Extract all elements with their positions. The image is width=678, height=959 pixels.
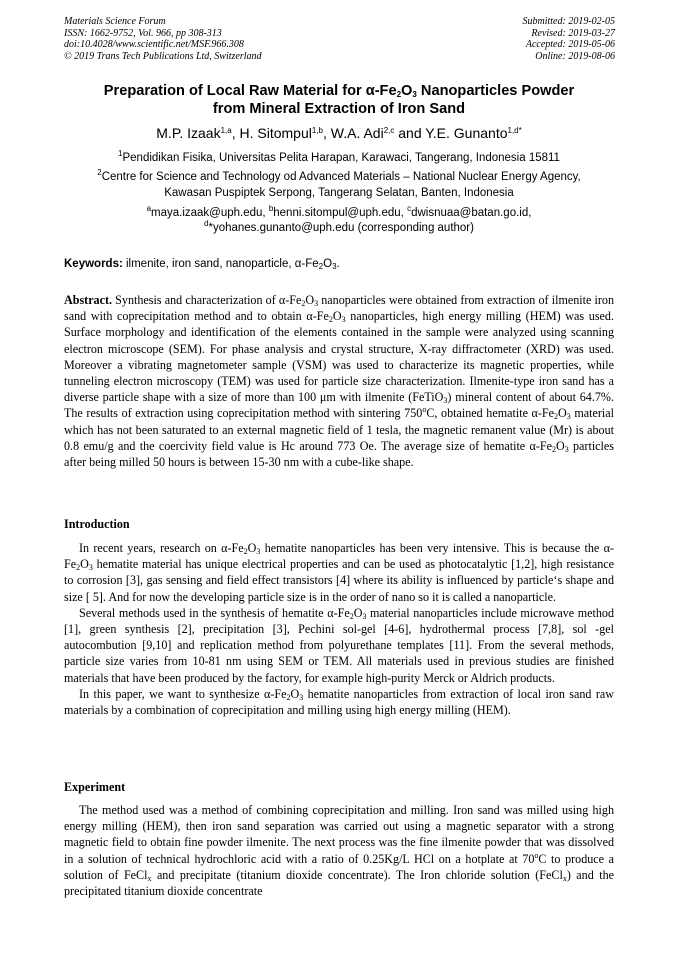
experiment-body bbox=[64, 802, 614, 899]
date-accepted: Accepted: 2019-05-06 bbox=[525, 39, 615, 50]
paragraph: In recent years, research on $\alpha-Fe_2O_3$ hematite nanoparticles has been very intensive. This is because the $\alpha-Fe_2O_3$ hematite material has unique electrical properties and can be used as photocatalytic [1,2], high resistance to corrosion [3], gas sensing and field effect transistors [4] where its ability is influenced by particle‘s shape and size [ 5]. And for now the developing particle size is in the order of nano so it is called a nanoparticle. bbox=[64, 541, 614, 604]
email-link[interactable]: dwisnuaa@batan.go.id, bbox=[411, 207, 532, 219]
affiliation-2: $^2$Centre for Science and Technology od Advanced Materials – National Nuclear Energy Agency, Kawasan Puspiptek Serpong, Tangerang Selatan, Banten, Indonesia bbox=[97, 168, 581, 199]
title-line-1: Preparation of Local Raw Material for $\alpha-Fe_2O_3$ Nanoparticles Powder bbox=[103, 83, 575, 99]
journal-copyright: © 2019 Trans Tech Publications Ltd, Switzerland bbox=[64, 50, 262, 62]
author: W.A. Adi bbox=[330, 125, 384, 141]
journal-info bbox=[64, 16, 262, 62]
author-emails: $^a$maya.izaak@uph.edu, $^b$henni.sitompul@uph.edu, $^c$dwisnuaa@batan.go.id, $^d$*yohanes.gunanto@uph.edu (corresponding author) bbox=[146, 204, 532, 234]
paragraph: Several methods used in the synthesis of hematite $\alpha-Fe_2O_3$ material nanoparticles include microwave method [1], green synthesis [2], precipitation [3], Pechini sol-gel [4-6], hydrothermal process [7,8], sol -gel autocombution [9,10] and replication method from polyurethane templates [11]. From the several methods, particle size varies from 10-81 nm using SEM or TEM. All materials used in previous studies are finished materials that have been produced by the factory, for example high-purity Merck or Aldrich products. bbox=[64, 605, 614, 685]
email-link[interactable]: maya.izaak@uph.edu, bbox=[151, 207, 269, 219]
paragraph: The method used was a method of combining coprecipitation and milling. Iron sand was milled using high energy milling (HEM), then iron sand separation was carried out using a magnetic separator with a strong magnetic field to obtain fine powder ilmenite. The next process was the fine ilmenite powder that was dissolved in a solution of technical hydrochloric acid with a ratio of 0.25Kg/L HCl on a hotplate at 70$^o$C to produce a solution of FeCl$_x$ and precipitate (titanium dioxide concentrate). The Iron chloride solution (FeCl$_x$) and the precipitated titanium dioxide concentrate bbox=[64, 803, 614, 899]
date-revised: Revised: 2019-03-27 bbox=[531, 27, 615, 39]
date-online: Online: 2019-08-06 bbox=[535, 50, 615, 62]
email-link[interactable]: *yohanes.gunanto@uph.edu (corresponding author) bbox=[208, 222, 474, 234]
date-submitted: Submitted: 2019-02-05 bbox=[522, 16, 615, 27]
author: H. Sitompul bbox=[239, 125, 312, 141]
publication-dates bbox=[523, 16, 616, 62]
author: M.P. Izaak bbox=[156, 125, 221, 141]
journal-name: Materials Science Forum bbox=[64, 16, 166, 27]
affiliation-1: $^1$Pendidikan Fisika, Universitas Pelita Harapan, Karawaci, Tangerang, Indonesia 15811 bbox=[118, 149, 560, 164]
email-link[interactable]: henni.sitompul@uph.edu, bbox=[273, 207, 408, 219]
section-heading-introduction: Introduction bbox=[64, 517, 130, 531]
abstract-label: Abstract. bbox=[64, 293, 113, 307]
title-line-2: from Mineral Extraction of Iron Sand bbox=[212, 101, 466, 117]
abstract: Abstract. Synthesis and characterization of $\alpha-Fe_2O_3$ nanoparticles were obtained from extraction of ilmenite iron sand with coprecipitation method and to obtain $\alpha-Fe_2O_3$ nanoparticles, high energy milling (HEM) was used. Surface morphology and identification of the elements contained in the sample were analyzed using scanning electron microscope (SEM). For phase analysis and crystal structure, X-ray diffractometer (XRD) was used. Moreover a vibrating magnetometer sample (VSM) was used to characterize its magnetic properties, while tunneling electron microscopy (TEM) was used for particle size characterization. Ilmenite-type iron sand has a diverse particle shape with a size of more than 100 μm with ilmenite (FeTiO$_3$) mineral content of about 64.7%. The results of extraction using coprecipitation method with sintering 750$^o$C, obtained hematite $\alpha-Fe_2O_3$ material which has not been saturated to an external magnetic field of 1 tesla, the magnetic remanent value (Mr) is about 0.8 emu/g and the coercivity field value is Hc around 773 Oe. The average size of hematite $\alpha-Fe_2O_3$ particles after being milled 50 hours is between 15-30 nm with a cube-like shape. bbox=[64, 293, 614, 470]
keywords: Keywords: ilmenite, iron sand, nanoparticle, $\alpha-Fe_2O_3$. bbox=[64, 258, 340, 271]
introduction-body bbox=[64, 540, 614, 718]
section-heading-experiment: Experiment bbox=[64, 780, 126, 794]
author: Y.E. Gunanto bbox=[425, 125, 508, 141]
paper-title bbox=[64, 82, 614, 118]
journal-issn: ISSN: 1662-9752, Vol. 966, pp 308-313 bbox=[64, 27, 222, 39]
keywords-label: Keywords: bbox=[64, 258, 123, 270]
journal-doi[interactable]: doi:10.4028/www.scientific.net/MSF.966.308 bbox=[64, 39, 244, 50]
author-list: M.P. Izaak$^{1,a}$, H. Sitompul$^{1,b}$, W.A. Adi$^{2,c}$ and Y.E. Gunanto$^{1,d*}$ bbox=[156, 125, 522, 141]
paragraph: In this paper, we want to synthesize $\alpha-Fe_2O_3$ hematite nanoparticles from extraction of local iron sand raw materials by a combination of coprecipitation and milling using high energy milling (HEM). bbox=[64, 686, 614, 718]
